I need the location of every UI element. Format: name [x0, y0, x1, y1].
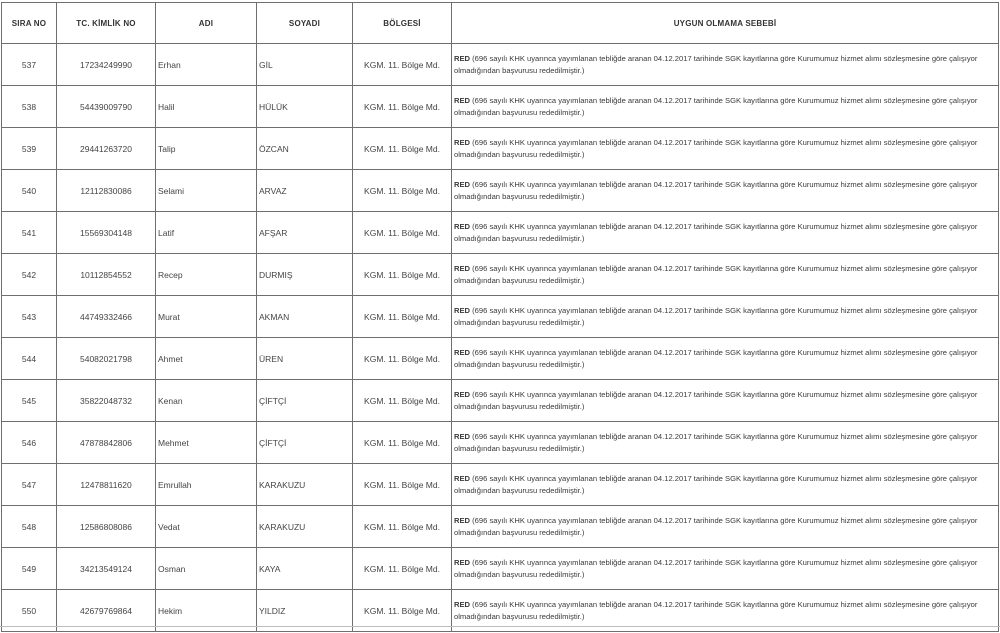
cell-sira-no: 545 [2, 380, 57, 422]
cell-uygun-olmama-sebebi [452, 338, 999, 380]
cell-tc-kimlik-no: 12112830086 [57, 170, 156, 212]
cell-adi: Latif [156, 212, 257, 254]
reason-text: (696 sayılı KHK uyarınca yayımlanan tebliğde aranan 04.12.2017 tarihinde SGK kayıtlarına göre Kurumumuz hizmet alımı sözleşmesine göre çalışıyor olmadığından başvurusu rededilmiştir.) [454, 53, 978, 75]
cell-sira-no: 546 [2, 422, 57, 464]
cell-bolgesi: KGM. 11. Bölge Md. [353, 422, 452, 464]
table-header-row [2, 3, 999, 44]
table-row [2, 296, 999, 338]
red-label: RED [454, 431, 471, 441]
header-adi: ADI [156, 3, 257, 44]
cell-adi: Ahmet [156, 338, 257, 380]
header-uygun-olmama-sebebi: UYGUN OLMAMA SEBEBİ [452, 3, 999, 44]
cell-tc-kimlik-no: 17234249990 [57, 44, 156, 86]
reason-text: (696 sayılı KHK uyarınca yayımlanan tebliğde aranan 04.12.2017 tarihinde SGK kayıtlarına göre Kurumumuz hizmet alımı sözleşmesine göre çalışıyor olmadığından başvurusu rededilmiştir.) [454, 347, 978, 369]
table-row [2, 464, 999, 506]
cell-tc-kimlik-no: 47878842806 [57, 422, 156, 464]
cell-adi: Halil [156, 86, 257, 128]
cell-uygun-olmama-sebebi [452, 422, 999, 464]
cell-uygun-olmama-sebebi [452, 128, 999, 170]
cell-sira-no: 538 [2, 86, 57, 128]
applicants-table [1, 2, 999, 632]
cell-bolgesi: KGM. 11. Bölge Md. [353, 464, 452, 506]
cell-soyadi: ÇİFTÇİ [257, 422, 353, 464]
cell-soyadi: HÜLÜK [257, 86, 353, 128]
table-row [2, 338, 999, 380]
cell-uygun-olmama-sebebi [452, 506, 999, 548]
cell-bolgesi: KGM. 11. Bölge Md. [353, 254, 452, 296]
cell-tc-kimlik-no: 35822048732 [57, 380, 156, 422]
red-label: RED [454, 557, 471, 567]
cell-soyadi: KARAKUZU [257, 506, 353, 548]
table-row [2, 506, 999, 548]
cell-bolgesi: KGM. 11. Bölge Md. [353, 338, 452, 380]
red-label: RED [454, 305, 471, 315]
reason-text: (696 sayılı KHK uyarınca yayımlanan tebliğde aranan 04.12.2017 tarihinde SGK kayıtlarına göre Kurumumuz hizmet alımı sözleşmesine göre çalışıyor olmadığından başvurusu rededilmiştir.) [454, 137, 978, 159]
header-bolgesi: BÖLGESİ [353, 3, 452, 44]
cell-tc-kimlik-no: 42679769864 [57, 590, 156, 632]
header-soyadi: SOYADI [257, 3, 353, 44]
cell-tc-kimlik-no: 10112854552 [57, 254, 156, 296]
cell-adi: Kenan [156, 380, 257, 422]
cell-adi: Vedat [156, 506, 257, 548]
cell-uygun-olmama-sebebi [452, 464, 999, 506]
reason-text: (696 sayılı KHK uyarınca yayımlanan tebliğde aranan 04.12.2017 tarihinde SGK kayıtlarına göre Kurumumuz hizmet alımı sözleşmesine göre çalışıyor olmadığından başvurusu rededilmiştir.) [454, 95, 978, 117]
red-label: RED [454, 347, 471, 357]
cell-bolgesi: KGM. 11. Bölge Md. [353, 380, 452, 422]
cell-uygun-olmama-sebebi [452, 296, 999, 338]
cell-uygun-olmama-sebebi [452, 254, 999, 296]
header-sira-no: SIRA NO [2, 3, 57, 44]
cell-tc-kimlik-no: 44749332466 [57, 296, 156, 338]
reason-text: (696 sayılı KHK uyarınca yayımlanan tebliğde aranan 04.12.2017 tarihinde SGK kayıtlarına göre Kurumumuz hizmet alımı sözleşmesine göre çalışıyor olmadığından başvurusu rededilmiştir.) [454, 515, 978, 537]
red-label: RED [454, 137, 471, 147]
page-bottom-border [0, 626, 1000, 627]
cell-adi: Emrullah [156, 464, 257, 506]
cell-soyadi: AFŞAR [257, 212, 353, 254]
table-row [2, 422, 999, 464]
cell-uygun-olmama-sebebi [452, 86, 999, 128]
cell-soyadi: ARVAZ [257, 170, 353, 212]
cell-tc-kimlik-no: 12478811620 [57, 464, 156, 506]
table-row [2, 548, 999, 590]
cell-soyadi: AKMAN [257, 296, 353, 338]
cell-bolgesi: KGM. 11. Bölge Md. [353, 86, 452, 128]
cell-soyadi: YILDIZ [257, 590, 353, 632]
cell-sira-no: 549 [2, 548, 57, 590]
cell-sira-no: 544 [2, 338, 57, 380]
table-row [2, 170, 999, 212]
red-label: RED [454, 473, 471, 483]
cell-sira-no: 548 [2, 506, 57, 548]
cell-bolgesi: KGM. 11. Bölge Md. [353, 170, 452, 212]
cell-bolgesi: KGM. 11. Bölge Md. [353, 212, 452, 254]
cell-adi: Murat [156, 296, 257, 338]
table-row [2, 212, 999, 254]
cell-soyadi: ÇİFTÇİ [257, 380, 353, 422]
reason-text: (696 sayılı KHK uyarınca yayımlanan tebliğde aranan 04.12.2017 tarihinde SGK kayıtlarına göre Kurumumuz hizmet alımı sözleşmesine göre çalışıyor olmadığından başvurusu rededilmiştir.) [454, 305, 978, 327]
table-row [2, 380, 999, 422]
reason-text: (696 sayılı KHK uyarınca yayımlanan tebliğde aranan 04.12.2017 tarihinde SGK kayıtlarına göre Kurumumuz hizmet alımı sözleşmesine göre çalışıyor olmadığından başvurusu rededilmiştir.) [454, 389, 978, 411]
cell-bolgesi: KGM. 11. Bölge Md. [353, 128, 452, 170]
cell-adi: Osman [156, 548, 257, 590]
reason-text: (696 sayılı KHK uyarınca yayımlanan tebliğde aranan 04.12.2017 tarihinde SGK kayıtlarına göre Kurumumuz hizmet alımı sözleşmesine göre çalışıyor olmadığından başvurusu rededilmiştir.) [454, 473, 978, 495]
cell-bolgesi: KGM. 11. Bölge Md. [353, 44, 452, 86]
cell-uygun-olmama-sebebi [452, 170, 999, 212]
red-label: RED [454, 515, 471, 525]
cell-bolgesi: KGM. 11. Bölge Md. [353, 548, 452, 590]
cell-sira-no: 543 [2, 296, 57, 338]
cell-adi: Mehmet [156, 422, 257, 464]
cell-tc-kimlik-no: 54082021798 [57, 338, 156, 380]
red-label: RED [454, 599, 471, 609]
cell-sira-no: 540 [2, 170, 57, 212]
cell-bolgesi: KGM. 11. Bölge Md. [353, 296, 452, 338]
cell-tc-kimlik-no: 29441263720 [57, 128, 156, 170]
reason-text: (696 sayılı KHK uyarınca yayımlanan tebliğde aranan 04.12.2017 tarihinde SGK kayıtlarına göre Kurumumuz hizmet alımı sözleşmesine göre çalışıyor olmadığından başvurusu rededilmiştir.) [454, 431, 978, 453]
table-row [2, 86, 999, 128]
cell-sira-no: 541 [2, 212, 57, 254]
red-label: RED [454, 263, 471, 273]
cell-sira-no: 550 [2, 590, 57, 632]
header-tc-kimlik-no: TC. KİMLİK NO [57, 3, 156, 44]
red-label: RED [454, 389, 471, 399]
cell-sira-no: 547 [2, 464, 57, 506]
reason-text: (696 sayılı KHK uyarınca yayımlanan tebliğde aranan 04.12.2017 tarihinde SGK kayıtlarına göre Kurumumuz hizmet alımı sözleşmesine göre çalışıyor olmadığından başvurusu rededilmiştir.) [454, 179, 978, 201]
cell-adi: Erhan [156, 44, 257, 86]
cell-soyadi: DURMIŞ [257, 254, 353, 296]
table-row [2, 254, 999, 296]
table-row [2, 44, 999, 86]
cell-sira-no: 539 [2, 128, 57, 170]
cell-uygun-olmama-sebebi [452, 212, 999, 254]
cell-tc-kimlik-no: 15569304148 [57, 212, 156, 254]
cell-uygun-olmama-sebebi [452, 44, 999, 86]
cell-tc-kimlik-no: 12586808086 [57, 506, 156, 548]
document-sheet [1, 2, 998, 632]
red-label: RED [454, 95, 471, 105]
cell-tc-kimlik-no: 54439009790 [57, 86, 156, 128]
cell-bolgesi: KGM. 11. Bölge Md. [353, 506, 452, 548]
cell-uygun-olmama-sebebi [452, 548, 999, 590]
cell-adi: Selami [156, 170, 257, 212]
table-row [2, 128, 999, 170]
cell-adi: Hekim [156, 590, 257, 632]
red-label: RED [454, 221, 471, 231]
cell-adi: Recep [156, 254, 257, 296]
reason-text: (696 sayılı KHK uyarınca yayımlanan tebliğde aranan 04.12.2017 tarihinde SGK kayıtlarına göre Kurumumuz hizmet alımı sözleşmesine göre çalışıyor olmadığından başvurusu rededilmiştir.) [454, 599, 978, 621]
cell-soyadi: ÖZCAN [257, 128, 353, 170]
cell-tc-kimlik-no: 34213549124 [57, 548, 156, 590]
cell-adi: Talip [156, 128, 257, 170]
cell-sira-no: 537 [2, 44, 57, 86]
red-label: RED [454, 179, 471, 189]
reason-text: (696 sayılı KHK uyarınca yayımlanan tebliğde aranan 04.12.2017 tarihinde SGK kayıtlarına göre Kurumumuz hizmet alımı sözleşmesine göre çalışıyor olmadığından başvurusu rededilmiştir.) [454, 221, 978, 243]
cell-bolgesi: KGM. 11. Bölge Md. [353, 590, 452, 632]
cell-soyadi: ÜREN [257, 338, 353, 380]
cell-soyadi: GİL [257, 44, 353, 86]
red-label: RED [454, 53, 471, 63]
cell-sira-no: 542 [2, 254, 57, 296]
cell-uygun-olmama-sebebi [452, 380, 999, 422]
reason-text: (696 sayılı KHK uyarınca yayımlanan tebliğde aranan 04.12.2017 tarihinde SGK kayıtlarına göre Kurumumuz hizmet alımı sözleşmesine göre çalışıyor olmadığından başvurusu rededilmiştir.) [454, 557, 978, 579]
reason-text: (696 sayılı KHK uyarınca yayımlanan tebliğde aranan 04.12.2017 tarihinde SGK kayıtlarına göre Kurumumuz hizmet alımı sözleşmesine göre çalışıyor olmadığından başvurusu rededilmiştir.) [454, 263, 978, 285]
cell-soyadi: KAYA [257, 548, 353, 590]
cell-soyadi: KARAKUZU [257, 464, 353, 506]
